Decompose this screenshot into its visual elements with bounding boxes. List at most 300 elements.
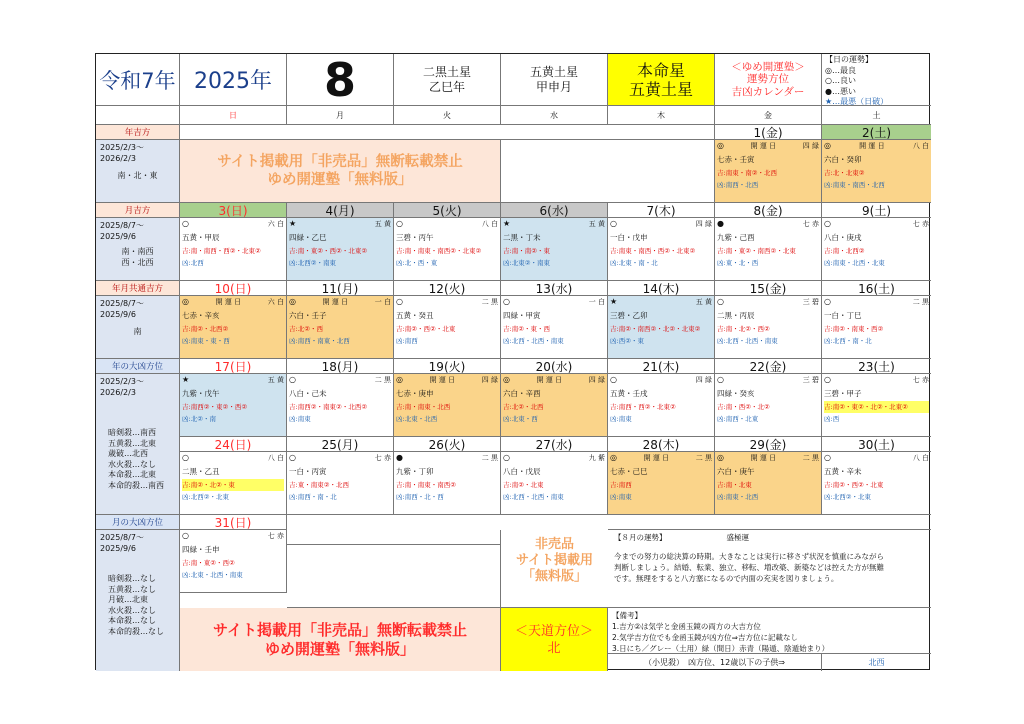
notes-title: 【備考】 xyxy=(612,611,642,620)
notes-line: 2.気学吉方位でも金函玉鏡が凶方位⇒吉方位に記載なし xyxy=(612,633,798,642)
date-label: 19(火) xyxy=(394,359,501,374)
day-cell[interactable] xyxy=(608,452,715,515)
legend-good: ○…良い xyxy=(825,76,856,85)
blank-cell xyxy=(608,515,931,530)
unlucky-directions: 凶:北西②・北東 xyxy=(182,493,230,501)
day-star: 五 黄 xyxy=(695,298,712,306)
honmei-star xyxy=(608,54,715,106)
tsukikyo-item: 暗剣殺…なし xyxy=(108,574,156,583)
unlucky-directions: 凶:南東・北西・北東 xyxy=(824,259,885,267)
day-cell[interactable] xyxy=(180,296,287,359)
date-label: 5(火) xyxy=(394,203,501,218)
kyotsu-direction: 南 xyxy=(133,327,142,336)
monthly-star xyxy=(501,54,608,106)
date-label: 27(水) xyxy=(501,437,608,452)
fortune-mark: ○ xyxy=(182,219,189,228)
unlucky-directions: 凶:南西・南東・北西 xyxy=(289,337,350,345)
day-kanshi: 二黒・乙丑 xyxy=(182,467,220,476)
nenkyo-period-start: 2025/2/3～ xyxy=(100,377,144,386)
nen-period-start: 2025/2/3～ xyxy=(100,143,144,152)
day-star: 二 黒 xyxy=(912,298,929,306)
day-star: 三 碧 xyxy=(802,376,819,384)
day-kanshi: 六白・壬子 xyxy=(289,311,327,320)
day-star: 七 赤 xyxy=(912,376,929,384)
nenkyo-item: 五黄殺…北東 xyxy=(108,438,156,448)
day-cell[interactable] xyxy=(394,452,501,515)
unlucky-directions: 凶:西 xyxy=(824,415,840,423)
day-star: 二 黒 xyxy=(374,376,391,384)
tsuki-kyo-box xyxy=(96,530,180,671)
unlucky-directions: 凶:北西②・南東 xyxy=(289,259,337,267)
kyotsu-box xyxy=(96,296,180,359)
lucky-directions: 吉:南・南東・南西②・北東② xyxy=(396,247,482,255)
unlucky-directions: 凶:南東 xyxy=(289,415,311,423)
date-label: 3(日) xyxy=(180,203,287,218)
day-star: 二 黒 xyxy=(802,454,819,462)
tsukikyo-item: 月破…北東 xyxy=(108,595,148,604)
fortune-mark: ◎ xyxy=(717,453,724,462)
day-cell[interactable] xyxy=(180,374,287,437)
fortune-mark: ◎ xyxy=(503,375,510,384)
calendar-sheet xyxy=(95,53,930,670)
fortune-mark: ○ xyxy=(182,531,189,540)
tendo-label: ＜天道方位＞ xyxy=(514,623,593,639)
kaiun-tag: 開 運 日 xyxy=(750,454,777,462)
legend xyxy=(822,54,931,106)
day-cell[interactable] xyxy=(501,452,608,515)
unlucky-directions: 凶:東・北・西 xyxy=(717,259,759,267)
nenkyo-period-end: 2026/2/3 xyxy=(100,388,136,397)
day-star: 七 赤 xyxy=(267,532,284,540)
day-cell[interactable] xyxy=(180,218,287,281)
honmei-value: 五黄土星 xyxy=(628,79,693,99)
lucky-directions: 吉:北②・北西 xyxy=(503,403,544,411)
lucky-directions: 吉:南②・東②・北②・北東② xyxy=(824,401,929,413)
date-label: 28(木) xyxy=(608,437,715,452)
day-cell[interactable] xyxy=(501,374,608,437)
fortune-mark: ◎ xyxy=(396,375,403,384)
day-kanshi: 六白・辛酉 xyxy=(503,389,541,398)
date-label: 23(土) xyxy=(822,359,931,374)
blank-date-strip xyxy=(287,530,501,545)
lucky-directions: 吉:南・北西② xyxy=(824,247,865,255)
nen-period-end: 2026/2/3 xyxy=(100,154,136,163)
fortune-mark: ○ xyxy=(824,375,831,384)
date-label: 24(日) xyxy=(180,437,287,452)
fortune-mark: ○ xyxy=(503,453,510,462)
fortune-mark: ◎ xyxy=(182,297,189,306)
monthly-fortune xyxy=(608,530,931,608)
date-label: 18(月) xyxy=(287,359,394,374)
day-cell[interactable] xyxy=(394,296,501,359)
day-cell[interactable] xyxy=(715,140,822,203)
fortune-mark: ◎ xyxy=(717,141,724,150)
weekday-0: 日 xyxy=(180,106,287,125)
fortune-mark: ★ xyxy=(289,219,297,228)
notes-line: 1.吉方②は気学と金函玉鏡の両方の大吉方位 xyxy=(612,622,761,631)
day-cell[interactable] xyxy=(287,452,394,515)
lucky-directions: 吉:北・北東② xyxy=(824,169,865,177)
fortune-mark: ◎ xyxy=(289,297,296,306)
month-number: 8 xyxy=(287,54,394,106)
unlucky-directions: 凶:南西・北西 xyxy=(717,181,759,189)
date-label: 17(日) xyxy=(180,359,287,374)
weekday-1: 月 xyxy=(287,106,394,125)
lucky-directions: 吉:南②・西②・北東 xyxy=(396,325,456,333)
annual-star xyxy=(394,54,501,106)
reiwa-year: 令和7年 xyxy=(96,54,180,106)
lucky-directions: 吉:南西 xyxy=(610,481,632,489)
day-star: 六 白 xyxy=(267,220,284,228)
day-star: 八 白 xyxy=(912,142,929,150)
day-kanshi: 五黄・甲辰 xyxy=(182,233,220,242)
day-star: 八 白 xyxy=(267,454,284,462)
day-star: 四 緑 xyxy=(695,220,712,228)
legend-best: ◎…最良 xyxy=(825,65,856,75)
notice-top xyxy=(180,140,501,203)
day-kanshi: 四緑・壬申 xyxy=(182,545,220,554)
nen-kichi-box xyxy=(96,140,180,203)
day-cell[interactable] xyxy=(822,452,931,515)
day-kanshi: 八白・戊辰 xyxy=(503,467,541,476)
yume-title xyxy=(715,54,822,106)
notes xyxy=(608,608,931,654)
day-cell[interactable] xyxy=(822,296,931,359)
lucky-directions: 吉:南・東②・南西②・北東 xyxy=(717,247,796,255)
fortune-mark: ○ xyxy=(182,453,189,462)
day-kanshi: 一白・丙寅 xyxy=(289,467,327,476)
day-cell[interactable] xyxy=(180,530,287,593)
unlucky-directions: 凶:西②・東 xyxy=(610,337,645,345)
tsukikyo-period-end: 2025/9/6 xyxy=(100,544,136,553)
notice-bottom-line1: サイト掲載用「非売品」無断転載禁止 xyxy=(213,620,467,639)
kodomo-value: 北西 xyxy=(868,658,885,667)
day-kanshi: 五黄・辛未 xyxy=(824,467,862,476)
date-label: 13(水) xyxy=(501,281,608,296)
unlucky-directions: 凶:北東②・南東 xyxy=(503,259,551,267)
unlucky-directions: 凶:南東 xyxy=(610,415,632,423)
day-kanshi: 三碧・丙午 xyxy=(396,233,434,242)
lucky-directions: 吉:南②・東・西 xyxy=(503,325,551,333)
day-cell[interactable] xyxy=(394,374,501,437)
nenkyo-item: 暗剣殺…南西 xyxy=(108,428,156,437)
lucky-directions: 吉:南②・西②・北東 xyxy=(824,481,884,489)
day-cell[interactable] xyxy=(501,218,608,281)
blank-date-strip xyxy=(180,125,715,140)
lucky-directions: 吉:東・南東②・北西 xyxy=(289,481,350,489)
tsuki-direction-2: 西・北西 xyxy=(121,258,154,267)
day-kanshi: 七赤・辛亥 xyxy=(182,311,220,320)
fortune-mark: ★ xyxy=(503,219,511,228)
unlucky-directions: 凶:南西・南・北 xyxy=(289,493,337,501)
tsuki-kichi-box xyxy=(96,218,180,281)
nenkyo-item: 水火殺…なし xyxy=(108,459,156,469)
day-kanshi: 四緑・甲寅 xyxy=(503,311,541,320)
nenkyo-item: 本命的殺…南西 xyxy=(108,480,164,490)
lucky-directions: 吉:南西②・東②・西② xyxy=(182,403,248,411)
day-kanshi: 六白・癸卯 xyxy=(824,155,862,164)
fortune-mark: ○ xyxy=(717,297,724,306)
day-cell[interactable] xyxy=(394,218,501,281)
notice-middle xyxy=(501,515,608,608)
unlucky-directions: 凶:北西・北西・南東 xyxy=(503,493,564,501)
day-cell[interactable] xyxy=(287,218,394,281)
tsuki-period-end: 2025/9/6 xyxy=(100,232,136,241)
fortune-title: 【８月の運勢】 xyxy=(614,533,667,542)
day-star: 四 緑 xyxy=(588,376,605,384)
day-kanshi: 三碧・甲子 xyxy=(824,389,862,398)
date-label: 31(日) xyxy=(180,515,287,530)
unlucky-directions: 凶:北西・南・北 xyxy=(824,337,872,345)
fortune-mark: ○ xyxy=(289,453,296,462)
lucky-directions: 吉:南②・北東 xyxy=(503,481,544,489)
unlucky-directions: 凶:北東・南・北 xyxy=(610,259,658,267)
notes-line: 3.日にち／グレー（土用）緑（間日）赤青（陽遁、陰遁始まり） xyxy=(612,644,830,653)
day-star: 七 赤 xyxy=(374,454,391,462)
lucky-directions: 吉:南西・西②・北東② xyxy=(610,403,676,411)
fortune-mark: ○ xyxy=(717,375,724,384)
day-kanshi: 七赤・壬寅 xyxy=(717,155,755,164)
notice-top-line2: ゆめ開運塾「無料版」 xyxy=(267,172,413,188)
day-kanshi: 六白・庚午 xyxy=(717,467,755,476)
date-label: 21(木) xyxy=(608,359,715,374)
kaiun-tag: 開 運 日 xyxy=(215,298,242,306)
date-label: 15(金) xyxy=(715,281,822,296)
honmei-label: 本命星 xyxy=(636,60,685,80)
lucky-directions: 吉:南・北東 xyxy=(717,481,752,489)
annual-kanshi: 乙巳年 xyxy=(428,79,465,94)
date-label: 26(火) xyxy=(394,437,501,452)
kaiun-tag: 開 運 日 xyxy=(750,142,777,150)
day-kanshi: 二黒・丙辰 xyxy=(717,311,755,320)
date-label: 16(土) xyxy=(822,281,931,296)
unlucky-directions: 凶:南東・南西・北西 xyxy=(824,181,885,189)
day-star: 三 碧 xyxy=(802,298,819,306)
tsuki-kyo-label: 月の大凶方位 xyxy=(96,515,180,530)
fortune-mark: ◎ xyxy=(824,141,831,150)
lucky-directions: 吉:南東・南西・西②・北東② xyxy=(610,247,696,255)
nen-kichi-label: 年吉方 xyxy=(96,125,180,140)
day-star: 七 赤 xyxy=(912,220,929,228)
date-label: 12(火) xyxy=(394,281,501,296)
date-label: 2(土) xyxy=(822,125,931,140)
lucky-directions: 吉:南・南東・南西② xyxy=(396,481,457,489)
notice-top-line1: サイト掲載用「非売品」無断転載禁止 xyxy=(217,154,463,170)
fortune-mark: ○ xyxy=(824,219,831,228)
tendo-value: 北 xyxy=(547,640,561,656)
date-label: 20(水) xyxy=(501,359,608,374)
tsukikyo-item: 本命的殺…なし xyxy=(108,626,164,636)
weekday-4: 木 xyxy=(608,106,715,125)
date-label: 10(日) xyxy=(180,281,287,296)
unlucky-directions: 凶:北西・北西・南東 xyxy=(503,337,564,345)
unlucky-directions: 凶:北・西・東 xyxy=(396,259,438,267)
notice-bottom xyxy=(180,608,501,671)
legend-bad: ●…悪い xyxy=(825,86,856,96)
lucky-directions: 吉:南西②・南東②・北西② xyxy=(289,403,368,411)
date-label: 29(金) xyxy=(715,437,822,452)
day-star: 九 紫 xyxy=(588,454,605,462)
tsukikyo-period-start: 2025/8/7～ xyxy=(100,533,144,542)
weekday-3: 水 xyxy=(501,106,608,125)
unlucky-directions: 凶:南東 xyxy=(610,493,632,501)
day-star: 七 赤 xyxy=(802,220,819,228)
lucky-directions: 吉:南東・南②・北西 xyxy=(717,169,778,177)
unlucky-directions: 凶:南西・北・西 xyxy=(396,493,444,501)
day-cell[interactable] xyxy=(501,296,608,359)
kodomo-label: （小児殺） 凶方位、12歳以下の子供⇒ xyxy=(608,654,822,671)
fortune-kind: 盛極運 xyxy=(726,533,749,542)
lucky-directions: 吉:南②・北西② xyxy=(182,325,229,333)
day-cell[interactable] xyxy=(608,374,715,437)
fortune-mark: ◎ xyxy=(610,453,617,462)
lucky-directions: 吉:南・東②・西②・北東② xyxy=(289,247,368,255)
kaiun-tag: 開 運 日 xyxy=(859,142,885,150)
fortune-mark: ● xyxy=(396,453,403,462)
unlucky-directions: 凶:北東・西 xyxy=(503,415,538,423)
lucky-directions: 吉:南・東②・西② xyxy=(182,559,235,567)
date-label: 25(月) xyxy=(287,437,394,452)
day-star: 四 緑 xyxy=(481,376,498,384)
kaiun-tag: 開 運 日 xyxy=(322,298,349,306)
fortune-text: です。無理をすると八方塞になるので内面の充実を図りましょう。 xyxy=(614,574,839,583)
fortune-mark: ○ xyxy=(824,453,831,462)
day-star: 八 白 xyxy=(912,454,929,462)
day-cell[interactable] xyxy=(822,218,931,281)
lucky-directions: 吉:南②・南東・西② xyxy=(824,325,884,333)
unlucky-directions: 凶:北東・北西 xyxy=(396,415,438,423)
day-cell[interactable] xyxy=(715,296,822,359)
lucky-directions: 吉:北②・西 xyxy=(289,325,324,333)
nen-kyo-box xyxy=(96,374,180,515)
tendo-direction xyxy=(501,608,608,671)
kyotsu-label: 年月共通吉方 xyxy=(96,281,180,296)
day-kanshi: 五黄・壬戌 xyxy=(610,389,648,398)
day-kanshi: 九紫・戊午 xyxy=(182,389,220,398)
fortune-mark: ○ xyxy=(396,297,403,306)
tsukikyo-item: 五黄殺…なし xyxy=(108,584,156,594)
tsukikyo-item: 本命殺…なし xyxy=(108,616,156,625)
day-cell[interactable] xyxy=(715,452,822,515)
day-star: 五 黄 xyxy=(374,220,391,228)
day-cell[interactable] xyxy=(180,452,287,515)
date-label: 22(金) xyxy=(715,359,822,374)
notice-middle-line3: 「無料版」 xyxy=(521,569,587,584)
unlucky-directions: 凶:南西 xyxy=(396,337,418,345)
fortune-text: 今までの努力の総決算の時期。大きなことは実行に移さず状況を慎重にみながら xyxy=(614,552,884,561)
tsuki-direction-1: 南・南西 xyxy=(121,247,154,256)
day-kanshi: 八白・己未 xyxy=(289,389,327,398)
day-kanshi: 八白・庚戌 xyxy=(824,233,862,242)
day-cell[interactable] xyxy=(822,374,931,437)
date-label: 8(金) xyxy=(715,203,822,218)
lucky-directions: 吉:南②・南西②・北②・北東② xyxy=(610,325,701,333)
day-cell[interactable] xyxy=(715,374,822,437)
day-cell[interactable] xyxy=(608,218,715,281)
day-star: 一 白 xyxy=(588,298,605,306)
fortune-mark: ● xyxy=(717,219,724,228)
date-label: 6(水) xyxy=(501,203,608,218)
kaiun-tag: 開 運 日 xyxy=(536,376,563,384)
weekday-2: 火 xyxy=(394,106,501,125)
fortune-mark: ★ xyxy=(182,375,190,384)
day-star: 五 黄 xyxy=(267,376,284,384)
fortune-mark: ○ xyxy=(396,219,403,228)
day-cell[interactable] xyxy=(822,140,931,203)
kaiun-tag: 開 運 日 xyxy=(643,454,670,462)
lucky-directions: 吉:南・西②・北② xyxy=(717,403,770,411)
lucky-directions: 吉:南②・北②・東 xyxy=(182,479,284,491)
fortune-mark: ○ xyxy=(503,297,510,306)
unlucky-directions: 凶:北西・北西・南東 xyxy=(717,337,778,345)
kaiun-tag: 開 運 日 xyxy=(429,376,456,384)
day-cell[interactable] xyxy=(715,218,822,281)
day-star: 二 黒 xyxy=(481,454,498,462)
day-kanshi: 九紫・己酉 xyxy=(717,233,755,242)
date-label: 9(土) xyxy=(822,203,931,218)
nen-kyo-label: 年の大凶方位 xyxy=(96,359,180,374)
day-cell[interactable] xyxy=(608,296,715,359)
fortune-mark: ○ xyxy=(824,297,831,306)
notice-bottom-line2: ゆめ開運塾「無料版」 xyxy=(264,639,415,658)
day-star: 四 緑 xyxy=(695,376,712,384)
day-kanshi: 九紫・丁卯 xyxy=(396,467,434,476)
weekday-5: 金 xyxy=(715,106,822,125)
day-kanshi: 五黄・癸丑 xyxy=(396,311,434,320)
blank-cell xyxy=(501,140,715,203)
yume-title-3: 吉凶カレンダー xyxy=(731,85,805,98)
lucky-directions: 吉:南・北②・西② xyxy=(717,325,770,333)
lucky-directions: 吉:南・南西・西②・北東② xyxy=(182,247,261,255)
day-kanshi: 七赤・庚申 xyxy=(396,389,434,398)
unlucky-directions: 凶:北西②・北東 xyxy=(824,493,872,501)
weekday-6: 土 xyxy=(822,106,931,125)
unlucky-directions: 凶:南東・東・西 xyxy=(182,337,230,345)
nenkyo-item: 本命殺…北東 xyxy=(108,470,156,479)
yume-title-1: ＜ゆめ開運塾＞ xyxy=(731,60,805,73)
date-label: 30(土) xyxy=(822,437,931,452)
kyotsu-period-end: 2025/9/6 xyxy=(100,310,136,319)
annual-star-name: 二黒土星 xyxy=(422,64,471,79)
day-star: 五 黄 xyxy=(588,220,605,228)
nenkyo-item: 歳破…北西 xyxy=(108,449,148,458)
day-kanshi: 一白・丁巳 xyxy=(824,311,862,320)
date-label: 14(木) xyxy=(608,281,715,296)
blank-cell xyxy=(287,545,501,608)
fortune-text: 判断しましょう。結婚、転業、独立、移転、増改築、新築などは控えた方が無難 xyxy=(614,563,884,572)
legend-worst: ★…最悪（日破） xyxy=(825,97,889,106)
kyotsu-period-start: 2025/8/7～ xyxy=(100,299,144,308)
fortune-mark: ○ xyxy=(289,375,296,384)
day-cell[interactable] xyxy=(287,296,394,359)
day-cell[interactable] xyxy=(287,374,394,437)
notice-middle-line2: サイト掲載用 xyxy=(515,553,594,568)
lucky-directions: 吉:南・南東・北西 xyxy=(396,403,451,411)
tsukikyo-item: 水火殺…なし xyxy=(108,605,156,615)
day-star: 四 緑 xyxy=(802,142,819,150)
date-label: 7(木) xyxy=(608,203,715,218)
day-star: 六 白 xyxy=(267,298,284,306)
unlucky-directions: 凶:南西・北東 xyxy=(717,415,759,423)
day-star: 二 黒 xyxy=(695,454,712,462)
fortune-mark: ○ xyxy=(610,219,617,228)
day-star: 八 白 xyxy=(481,220,498,228)
yume-title-2: 運勢方位 xyxy=(747,73,789,86)
day-star: 二 黒 xyxy=(481,298,498,306)
unlucky-directions: 凶:北東・北西・南東 xyxy=(182,571,243,579)
unlucky-directions: 凶:北②・南 xyxy=(182,415,217,423)
legend-title: 【日の運勢】 xyxy=(825,55,873,64)
